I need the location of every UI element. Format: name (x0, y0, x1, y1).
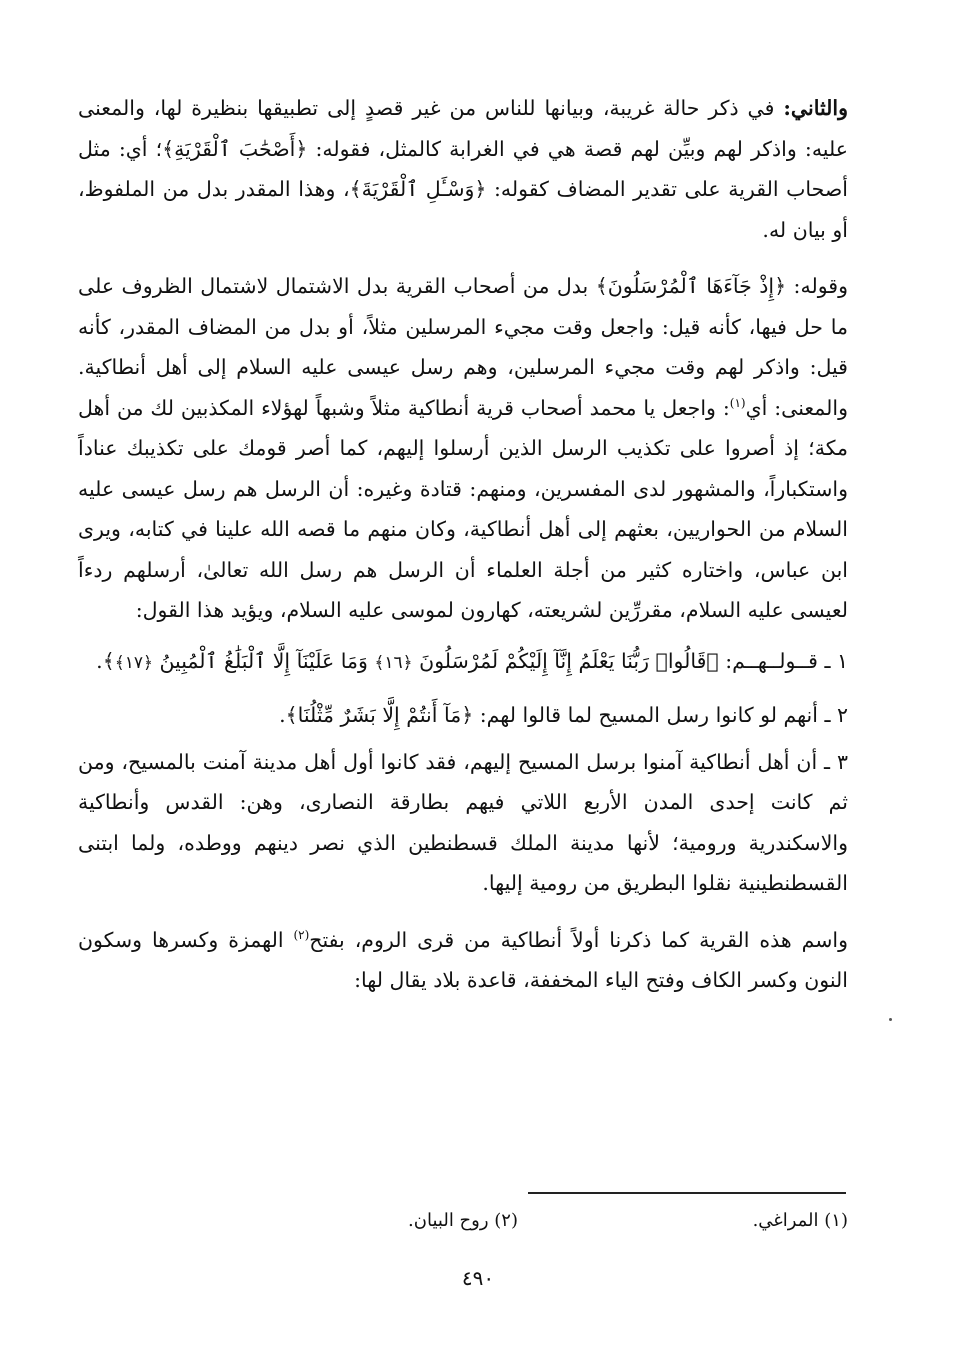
quran-quote: ﴿مَآ أَنتُمْ إِلَّا بَشَرٌ مِّثْلُنَا﴾ (285, 703, 474, 727)
quran-quote: ﴿أَصْحَٰبَ ٱلْقَرْيَةِ﴾ (162, 136, 308, 161)
quran-quote-close: ﴾ (102, 648, 115, 673)
text-run: ؛ أي: مثل أصحاب القرية على تقدير المضاف كقوله: (78, 136, 849, 201)
text-run: ٣ ـ أن أهل أنطاكية آمنوا برسل المسيح إليهم، فقد كانوا أول أهل مدينة آمنت بالمسيح، ومن ثم كانت إحدى المدن الأربع اللاتي فيهم بطارقة النصارى، وهن: القدس وأنطاكية والاسكندرية ورومية؛ لأنها مدينة الملك قسطنطين الذي نصر دينهم ووطده، ولما ابتنى القسطنطينية نقلوا البطريق من رومية إليها. (78, 749, 848, 895)
verse-number-marker: ﴿١٦﴾ (374, 652, 413, 673)
text-run: . (96, 648, 103, 673)
page-body (78, 88, 848, 1001)
paragraph-messengers (78, 266, 848, 631)
footnotes (78, 1210, 848, 1240)
text-run: في ذكر حالة غريبة، وبيانها للناس من غير قصدٍ إلى تطبيقها بنظيرة لها، والمعنى عليه: واذكر لهم وبيِّن لهم قصة هي في الغرابة كالمثل، فقوله: (78, 96, 849, 161)
point-three (78, 742, 848, 904)
paragraph-lead: والثاني: (783, 96, 848, 120)
footnote-1: (١) المراغي. (752, 1210, 848, 1231)
text-run: بدل من أصحاب القرية بدل الاشتمال لاشتمال الظروف على ما حل فيها، كأنه قيل: واجعل وقت مجيء المرسلين مثلاً، أو بدل من المضاف المقدر، كأنه قيل: واذكر لهم وقت مجيء المرسلين، وهم رسل عيسى عليه السلام إلى أهل أنطاكية. والمعنى: أي (78, 274, 848, 420)
footnote-ref-2: (٢) (293, 927, 310, 942)
text-run: : واجعل يا محمد أصحاب قرية أنطاكية مثلاً وشبهاً لهؤلاء المكذبين لك من أهل مكة؛ إذ أصروا على تكذيب الرسل الذين أرسلوا إليهم، كما أصر قومك على تكذيبك عناداً واستكباراً، والمشهور لدى المفسرين، ومنهم: قتادة وغيره: أن الرسل هم رسل عيسى عليه السلام من الحواريين، بعثهم إلى أهل أنطاكية، وكان منهم ما قصه الله علينا في كتابه، ويرى ابن عباس، واختاره كثير من أجلة العلماء أن الرسل هم رسل الله تعالىٰ، أرسلهم ردءاً لعيسى عليه السلام، مقررِّين لشريعته، كهارون لموسى عليه السلام، ويؤيد هذا القول: (78, 395, 848, 622)
point-two (78, 695, 848, 736)
text-run: الهمزة وكسرها وسكون النون وكسر الكاف وفتح الياء المخففة، قاعدة بلاد يقال لها: (78, 927, 848, 992)
paragraph-second-view (78, 88, 848, 250)
quran-quote: وَمَا عَلَيْنَآ إِلَّا ٱلْبَلَٰغُ ٱلْمُبِينُ (159, 648, 375, 673)
text-run: واسم هذه القرية كما ذكرنا أولاً أنطاكية من قرى الروم، بفتح (309, 927, 848, 952)
text-run: وقوله: (786, 274, 848, 298)
text-run: ١ ـ قــولــهــم: (718, 648, 848, 673)
scan-speck (889, 1018, 892, 1021)
footnote-2: (٢) روح البيان. (408, 1210, 518, 1231)
footnote-divider (528, 1192, 846, 1194)
verse-number-marker: ﴿١٧﴾ (114, 652, 153, 673)
text-run: . (279, 703, 286, 727)
point-one (78, 641, 848, 684)
text-run: ، وهذا المقدر بدل من الملفوظ، أو بيان له. (78, 177, 848, 242)
text-run: ٢ ـ أنهم لو كانوا رسل المسيح لما قالوا لهم: (473, 703, 848, 727)
quran-quote: ﴿وَسْـَٔلِ ٱلْقَرْيَةَ﴾ (349, 177, 487, 201)
paragraph-village-name (78, 920, 848, 1001)
page-number: ٤٩٠ (461, 1266, 495, 1290)
quran-quote: ﴿قَالُوا۟ رَبُّنَا يَعْلَمُ إِنَّآ إِلَيْكُمْ لَمُرْسَلُونَ (419, 648, 719, 673)
quran-quote: ﴿إِذْ جَآءَهَا ٱلْمُرْسَلُونَ﴾ (595, 274, 787, 298)
footnote-ref-1: (١) (729, 395, 746, 410)
